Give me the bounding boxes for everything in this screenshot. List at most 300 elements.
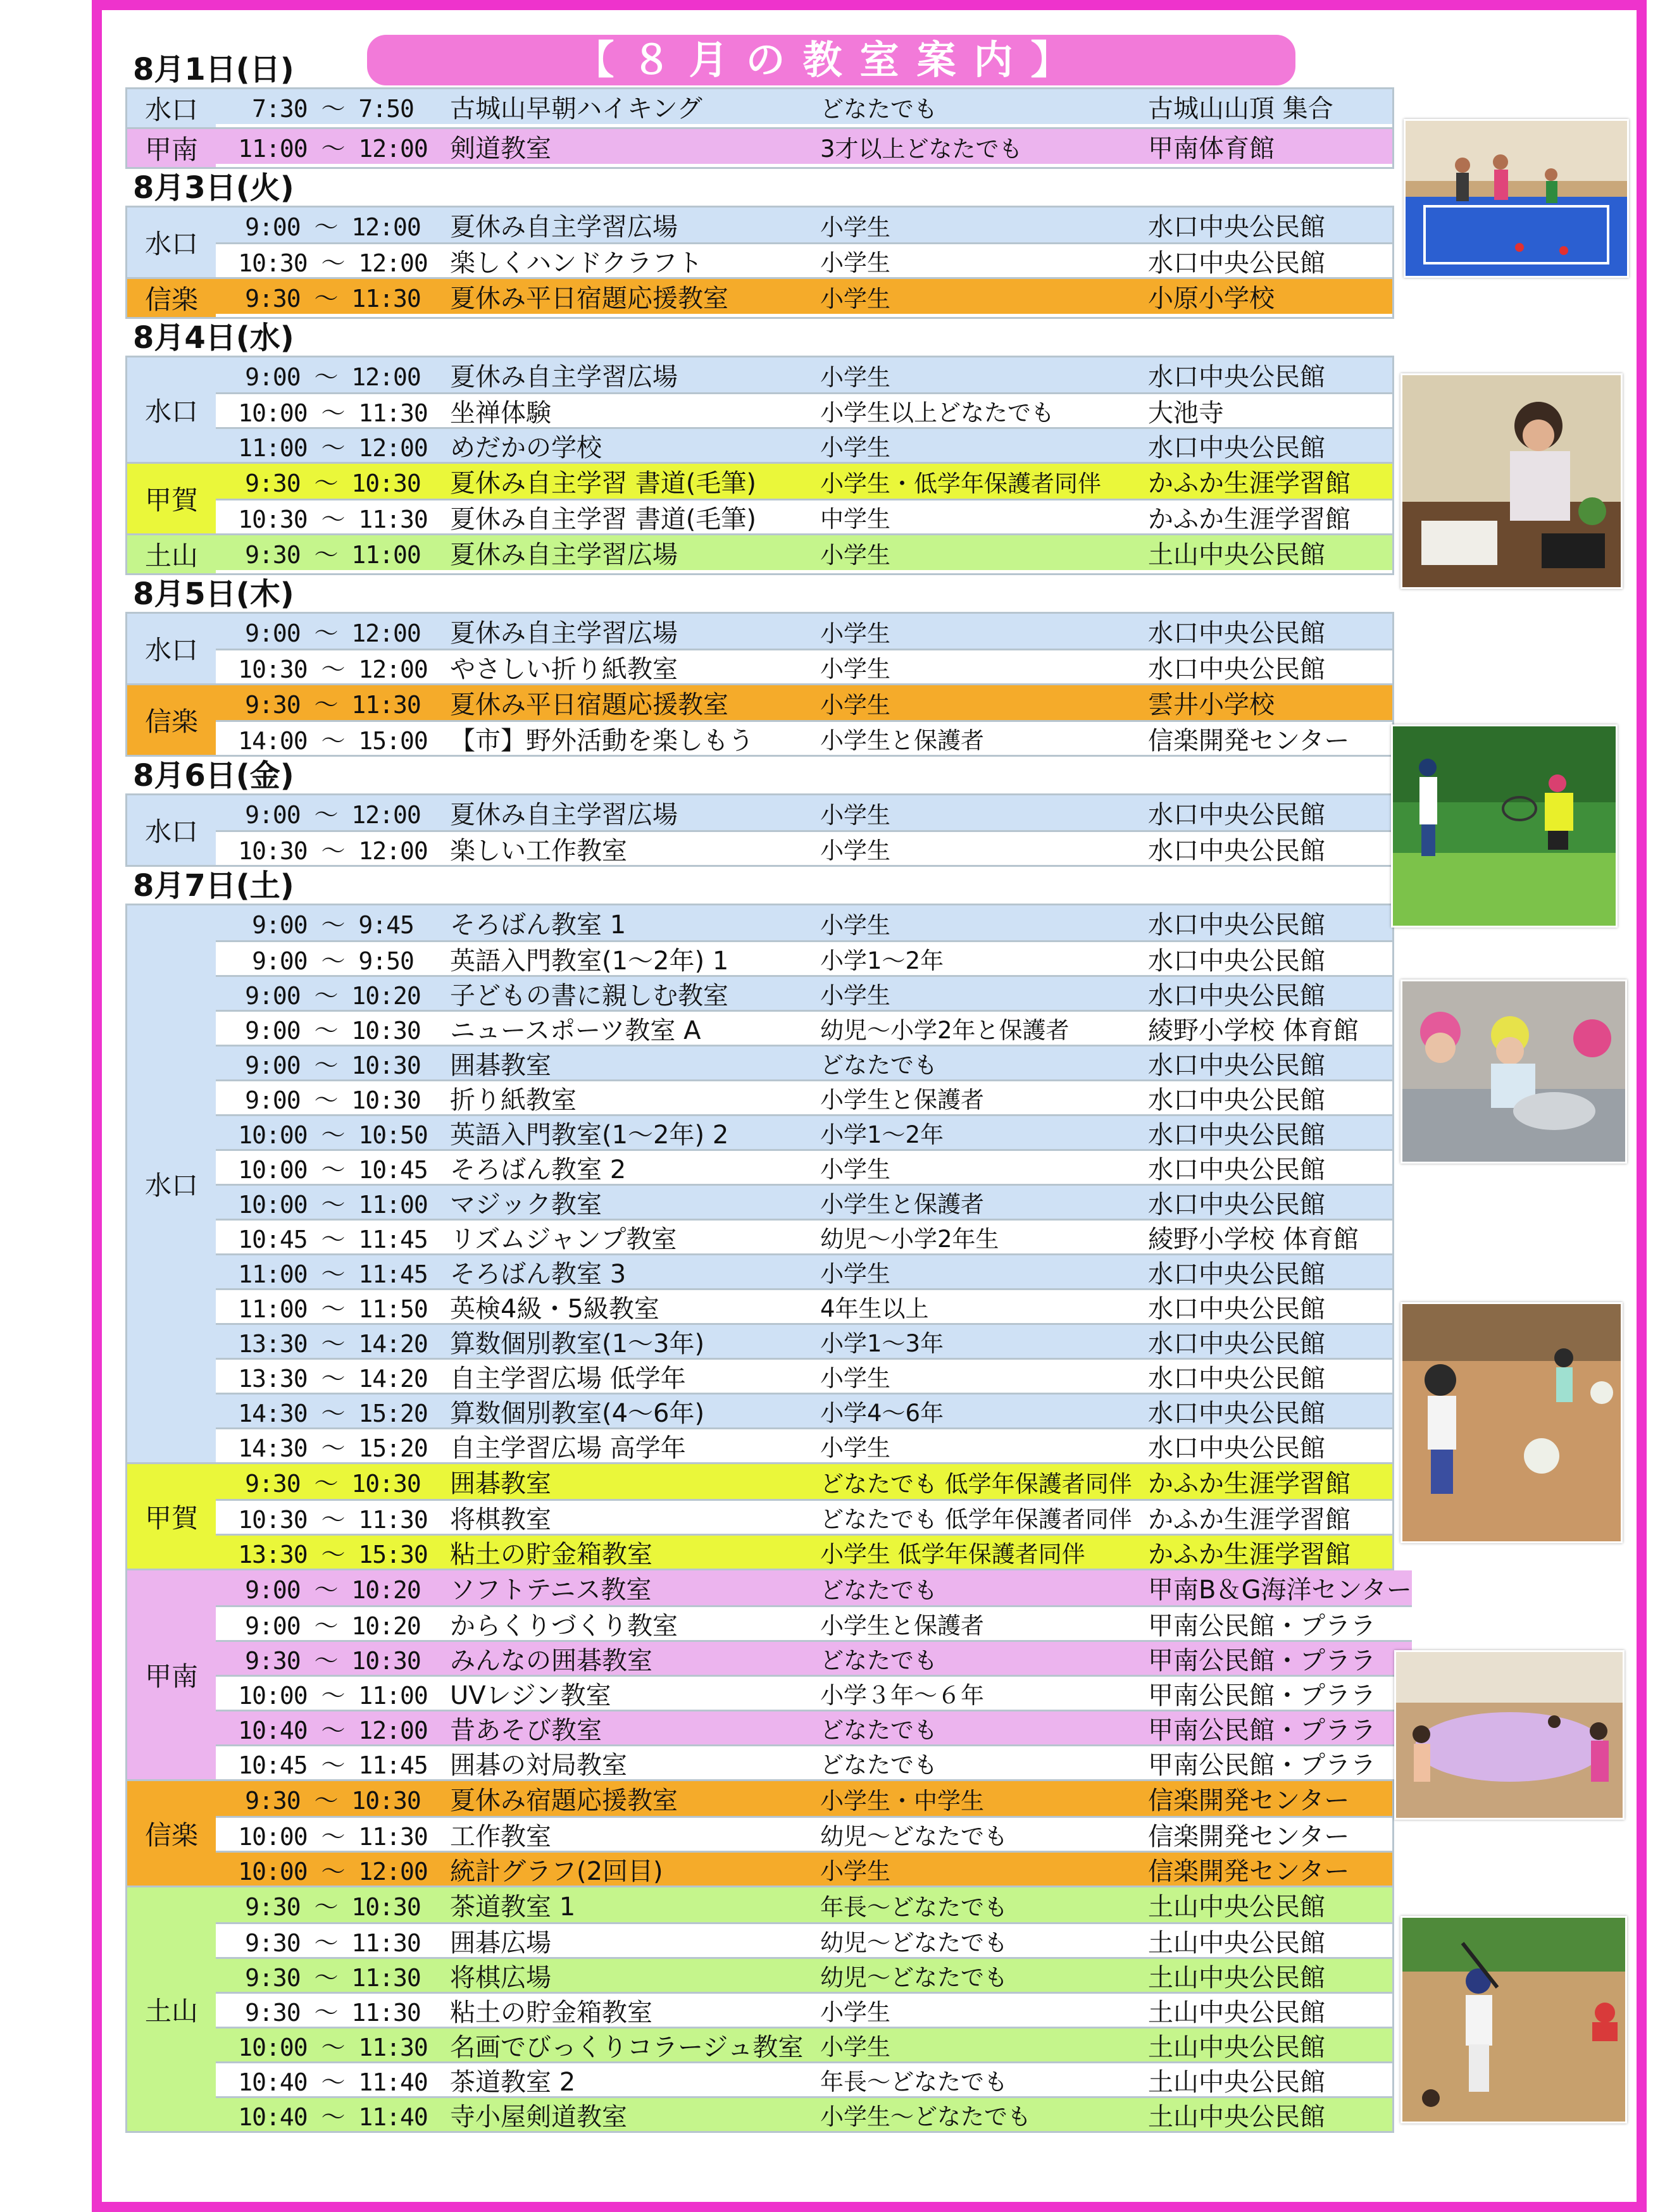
area-group	[125, 206, 1394, 279]
table-row	[216, 1045, 1392, 1079]
table-row	[216, 1358, 1392, 1393]
row-class-name: 英語入門教室(1～2年) 2	[450, 1120, 729, 1150]
row-venue: 古城山山頂 集合	[1148, 94, 1333, 123]
table-row	[216, 208, 1392, 242]
table-row	[216, 1219, 1392, 1253]
row-target: 小学生	[820, 911, 890, 939]
row-class-name: 将棋広場	[450, 1963, 551, 1992]
row-time: 9:30 ～ 11:30	[245, 691, 421, 719]
area-label: 水口	[127, 614, 216, 683]
row-target: 小学生	[820, 1156, 890, 1183]
table-row	[216, 795, 1392, 830]
area-group	[125, 904, 1394, 1464]
table-row	[216, 649, 1392, 683]
row-target: 小学生	[820, 2034, 890, 2061]
row-venue: かふか生涯学習館	[1148, 1539, 1350, 1569]
area-label: 信楽	[127, 1781, 216, 1886]
row-target: 小学生と保護者	[820, 727, 984, 754]
row-venue: 土山中央公民館	[1148, 1892, 1325, 1922]
table-row	[216, 940, 1392, 975]
table-row	[216, 1010, 1392, 1045]
row-venue: 水口中央公民館	[1148, 363, 1325, 392]
row-venue: 土山中央公民館	[1148, 1963, 1325, 1992]
table-row	[216, 614, 1392, 649]
row-class-name: 工作教室	[450, 1822, 551, 1851]
row-time: 9:30 ～ 10:30	[245, 1893, 421, 1921]
table-row	[216, 1288, 1392, 1323]
area-label: 水口	[127, 357, 216, 462]
row-target: 小学生と保護者	[820, 1086, 984, 1114]
row-class-name: 夏休み宿題応援教室	[450, 1786, 678, 1815]
row-target: 小学生以上どなたでも	[820, 399, 1054, 426]
row-target: 小学生・低学年保護者同伴	[820, 469, 1101, 497]
row-time: 7:30 ～ 7:50	[252, 95, 414, 123]
row-class-name: 夏休み自主学習広場	[450, 363, 678, 392]
row-time: 10:00 ～ 11:30	[238, 2033, 428, 2061]
row-class-name: 楽しい工作教室	[450, 836, 627, 866]
row-class-name: 粘土の貯金箱教室	[450, 1539, 652, 1569]
row-venue: かふか生涯学習館	[1148, 1469, 1350, 1498]
row-time: 9:00 ～ 10:20	[245, 981, 421, 1010]
row-target: 幼児～どなたでも	[820, 1823, 1007, 1850]
row-target: 年長～どなたでも	[820, 1893, 1007, 1921]
row-target: 小学生	[820, 285, 890, 313]
area-label: 水口	[127, 905, 216, 1462]
row-time: 9:00 ～ 9:45	[252, 911, 414, 939]
row-target: どなたでも	[820, 1052, 937, 1079]
row-time: 9:30 ～ 10:30	[245, 1787, 421, 1815]
row-time: 10:30 ～ 11:30	[238, 1505, 428, 1534]
table-row	[216, 1957, 1392, 1992]
row-time: 11:00 ～ 12:00	[238, 135, 428, 163]
row-venue: 水口中央公民館	[1148, 1329, 1325, 1358]
row-venue: 水口中央公民館	[1148, 248, 1325, 278]
row-venue: 甲南公民館・プララ	[1148, 1646, 1376, 1675]
table-row	[216, 1323, 1392, 1358]
row-time: 10:00 ～ 11:30	[238, 399, 428, 427]
row-class-name: 統計グラフ(2回目)	[450, 1856, 663, 1886]
area-label: 信楽	[127, 685, 216, 755]
table-row	[216, 1079, 1392, 1114]
table-row	[216, 1781, 1392, 1816]
row-target: 小学生	[820, 656, 890, 683]
table-row	[216, 1710, 1412, 1744]
row-time: 9:30 ～ 11:30	[245, 1963, 421, 1992]
row-class-name: 昔あそび教室	[450, 1715, 602, 1745]
table-row	[216, 2061, 1392, 2096]
row-time: 10:45 ～ 11:45	[238, 1751, 428, 1779]
page-title: 【８月の教室案内】	[367, 35, 1295, 85]
day-date: 8月1日(日)	[133, 52, 294, 87]
row-target: 小学生	[820, 363, 890, 391]
area-label: 甲南	[127, 129, 216, 167]
row-venue: 水口中央公民館	[1148, 836, 1325, 866]
row-target: 小学生	[820, 1365, 890, 1392]
row-time: 10:40 ～ 11:40	[238, 2103, 428, 2131]
row-class-name: 自主学習広場 高学年	[450, 1433, 686, 1463]
row-venue: 水口中央公民館	[1148, 946, 1325, 976]
table-row	[216, 357, 1392, 392]
table-row	[216, 685, 1392, 720]
row-time: 9:00 ～ 12:00	[245, 801, 421, 829]
row-venue: かふか生涯学習館	[1148, 504, 1350, 534]
row-time: 10:00 ～ 10:50	[238, 1121, 428, 1149]
row-venue: 土山中央公民館	[1148, 1928, 1325, 1958]
row-venue: 水口中央公民館	[1148, 981, 1325, 1010]
row-venue: 土山中央公民館	[1148, 540, 1325, 569]
row-venue: 水口中央公民館	[1148, 1050, 1325, 1080]
table-row	[216, 499, 1392, 533]
row-venue: 水口中央公民館	[1148, 1398, 1325, 1428]
row-class-name: 【市】野外活動を楽しもう	[450, 726, 754, 755]
area-group	[125, 129, 1394, 169]
area-label: 甲賀	[127, 1464, 216, 1569]
row-class-name: そろばん教室 2	[450, 1155, 627, 1184]
area-label: 水口	[127, 89, 216, 127]
row-venue: 信楽開発センター	[1148, 1822, 1350, 1851]
row-class-name: UVレジン教室	[450, 1681, 611, 1710]
row-class-name: 子どもの書に親しむ教室	[450, 981, 728, 1010]
schedule-table	[125, 51, 1412, 2133]
row-time: 10:40 ～ 11:40	[238, 2068, 428, 2096]
row-venue: 甲南体育館	[1148, 134, 1275, 163]
row-venue: 水口中央公民館	[1148, 1294, 1325, 1324]
area-label: 土山	[127, 535, 216, 573]
row-time: 9:00 ～ 9:50	[252, 947, 414, 975]
row-time: 10:00 ～ 11:00	[238, 1681, 428, 1710]
row-class-name: 楽しくハンドクラフト	[450, 248, 703, 278]
row-class-name: 囲碁広場	[450, 1928, 551, 1958]
row-venue: 信楽開発センター	[1148, 1786, 1350, 1815]
row-target: 小学生	[820, 541, 890, 569]
row-class-name: ソフトテニス教室	[450, 1575, 652, 1605]
row-class-name: やさしい折り紙教室	[450, 654, 678, 684]
table-row	[216, 1992, 1392, 2027]
row-target: どなたでも 低学年保護者同伴	[820, 1470, 1132, 1498]
table-row	[216, 1464, 1392, 1499]
table-row	[216, 392, 1392, 427]
row-target: 小学生	[820, 213, 890, 241]
row-class-name: 夏休み平日宿題応援教室	[450, 690, 728, 719]
row-target: 小学生	[820, 434, 890, 461]
row-target: 小学生	[820, 1858, 890, 1885]
row-class-name: 自主学習広場 低学年	[450, 1364, 686, 1393]
photo-outdoor-tennis	[1391, 724, 1618, 928]
row-class-name: 夏休み自主学習広場	[450, 540, 678, 569]
row-venue: 水口中央公民館	[1148, 800, 1325, 830]
row-target: 小学生	[820, 837, 890, 864]
area-group	[125, 87, 1394, 129]
row-target: 小学生～どなたでも	[820, 2103, 1031, 2130]
row-time: 14:30 ～ 15:20	[238, 1434, 428, 1462]
photo-gym-game	[1404, 119, 1629, 278]
row-target: 小学生	[820, 619, 890, 647]
row-venue: 信楽開発センター	[1148, 726, 1350, 755]
row-class-name: 将棋教室	[450, 1505, 551, 1534]
area-label: 土山	[127, 1887, 216, 2131]
row-target: どなたでも	[820, 1717, 937, 1744]
photo-calligraphy	[1400, 373, 1623, 589]
area-group	[125, 279, 1394, 319]
row-class-name: 剣道教室	[450, 134, 551, 163]
row-time: 9:30 ～ 10:30	[245, 1646, 421, 1675]
row-target: どなたでも	[820, 1647, 937, 1674]
row-time: 10:00 ～ 11:30	[238, 1822, 428, 1851]
photo-cooking	[1400, 979, 1627, 1164]
table-row	[216, 129, 1392, 164]
row-venue: 水口中央公民館	[1148, 213, 1325, 242]
day-date: 8月4日(水)	[133, 320, 294, 356]
table-row	[216, 1393, 1392, 1427]
row-venue: 甲南公民館・プララ	[1148, 1715, 1376, 1745]
row-venue: かふか生涯学習館	[1148, 1505, 1350, 1534]
row-class-name: 夏休み自主学習広場	[450, 213, 678, 242]
row-time: 9:30 ～ 10:30	[245, 469, 421, 497]
table-row	[216, 464, 1392, 499]
row-venue: 水口中央公民館	[1148, 1155, 1325, 1184]
table-row	[216, 1816, 1392, 1851]
row-target: 幼児～どなたでも	[820, 1964, 1007, 1991]
row-time: 9:00 ～ 10:30	[245, 1016, 421, 1045]
row-class-name: そろばん教室 3	[450, 1259, 627, 1289]
row-target: 小学生と保護者	[820, 1191, 984, 1218]
area-group	[125, 464, 1394, 535]
row-venue: 甲南公民館・プララ	[1148, 1681, 1376, 1710]
row-time: 10:30 ～ 11:30	[238, 505, 428, 533]
table-row	[216, 279, 1392, 314]
row-venue: 小原小学校	[1148, 284, 1275, 313]
row-time: 10:40 ～ 12:00	[238, 1716, 428, 1744]
row-target: 小学生	[820, 1999, 890, 2026]
table-row	[216, 1570, 1412, 1605]
table-row	[216, 1851, 1392, 1886]
row-venue: 土山中央公民館	[1148, 2032, 1325, 2062]
row-class-name: リズムジャンプ教室	[450, 1224, 677, 1254]
area-group	[125, 793, 1394, 867]
row-time: 10:00 ～ 11:00	[238, 1190, 428, 1219]
table-row	[216, 242, 1392, 277]
row-class-name: からくりづくり教室	[450, 1611, 678, 1641]
row-venue: 信楽開発センター	[1148, 1856, 1350, 1886]
row-venue: 甲南B＆G海洋センター	[1148, 1575, 1412, 1605]
row-target: 中学生	[820, 506, 890, 533]
row-venue: 水口中央公民館	[1148, 1364, 1325, 1393]
day-heading	[125, 51, 1394, 87]
day-date: 8月3日(火)	[133, 170, 294, 206]
row-time: 9:00 ～ 12:00	[245, 619, 421, 647]
row-target: どなたでも	[820, 95, 937, 123]
row-time: 9:00 ～ 10:30	[245, 1051, 421, 1079]
row-time: 10:45 ～ 11:45	[238, 1225, 428, 1253]
row-venue: 甲南公民館・プララ	[1148, 1611, 1376, 1641]
photo-parachute	[1394, 1650, 1625, 1820]
row-venue: 水口中央公民館	[1148, 654, 1325, 684]
day-heading	[125, 867, 1394, 904]
area-label: 水口	[127, 208, 216, 277]
row-time: 9:30 ～ 11:30	[245, 1929, 421, 1957]
row-venue: 綾野小学校 体育館	[1148, 1016, 1359, 1045]
row-venue: 水口中央公民館	[1148, 1120, 1325, 1150]
area-group	[125, 1464, 1394, 1570]
row-target: 小学生	[820, 691, 890, 719]
table-row	[216, 1427, 1392, 1462]
table-row	[216, 1534, 1392, 1569]
row-time: 9:00 ～ 12:00	[245, 363, 421, 391]
row-class-name: 英語入門教室(1～2年) 1	[450, 946, 729, 976]
area-label: 信楽	[127, 279, 216, 317]
row-class-name: 折り紙教室	[450, 1085, 577, 1115]
area-label: 甲南	[127, 1570, 216, 1779]
row-time: 9:30 ～ 11:30	[245, 285, 421, 313]
row-time: 13:30 ～ 14:20	[238, 1329, 428, 1358]
row-class-name: めだかの学校	[450, 433, 602, 463]
row-venue: 雲井小学校	[1148, 690, 1275, 719]
row-class-name: 英検4級・5級教室	[450, 1294, 659, 1324]
area-group	[125, 685, 1394, 757]
row-time: 13:30 ～ 15:30	[238, 1540, 428, 1569]
row-time: 9:30 ～ 11:00	[245, 541, 421, 569]
row-class-name: 囲碁教室	[450, 1050, 551, 1080]
table-row	[216, 1605, 1412, 1640]
row-target: 年長～どなたでも	[820, 2068, 1007, 2096]
row-target: 小学4～6年	[820, 1400, 944, 1427]
table-row	[216, 1640, 1412, 1675]
row-class-name: 茶道教室 2	[450, 2067, 576, 2097]
row-time: 10:00 ～ 10:45	[238, 1155, 428, 1184]
table-row	[216, 1887, 1392, 1922]
row-target: 小学1～2年	[820, 947, 944, 974]
row-time: 10:30 ～ 12:00	[238, 836, 428, 865]
table-row	[216, 1744, 1412, 1779]
row-venue: 大池寺	[1148, 398, 1224, 428]
row-class-name: 粘土の貯金箱教室	[450, 1998, 652, 2027]
area-label: 水口	[127, 795, 216, 865]
row-target: どなたでも	[820, 1576, 937, 1604]
row-target: 幼児～どなたでも	[820, 1929, 1007, 1956]
table-row	[216, 975, 1392, 1010]
row-class-name: マジック教室	[450, 1190, 602, 1219]
row-class-name: みんなの囲碁教室	[450, 1646, 652, 1675]
day-date: 8月7日(土)	[133, 868, 294, 904]
row-class-name: 名画でびっくりコラージュ教室	[450, 2032, 804, 2062]
area-group	[125, 1570, 1412, 1781]
row-target: どなたでも 低学年保護者同伴	[820, 1506, 1132, 1533]
area-group	[125, 1781, 1394, 1887]
day-date: 8月6日(金)	[133, 758, 294, 793]
row-time: 11:00 ～ 11:50	[238, 1295, 428, 1323]
row-venue: 土山中央公民館	[1148, 1998, 1325, 2027]
table-row	[216, 720, 1392, 755]
row-target: 小学1～3年	[820, 1330, 944, 1357]
row-time: 9:30 ～ 11:30	[245, 1998, 421, 2027]
table-row	[216, 535, 1392, 570]
row-venue: 水口中央公民館	[1148, 433, 1325, 463]
row-target: 幼児～小学2年と保護者	[820, 1017, 1070, 1044]
area-group	[125, 1887, 1394, 2133]
table-row	[216, 1253, 1392, 1288]
row-time: 10:30 ～ 12:00	[238, 655, 428, 683]
row-class-name: 夏休み自主学習広場	[450, 619, 678, 648]
row-time: 11:00 ～ 11:45	[238, 1260, 428, 1288]
row-target: 小学生と保護者	[820, 1612, 984, 1639]
row-class-name: 囲碁の対局教室	[450, 1750, 627, 1780]
photo-baseball	[1400, 1916, 1627, 2123]
table-row	[216, 830, 1392, 865]
row-venue: 水口中央公民館	[1148, 1085, 1325, 1115]
area-label: 甲賀	[127, 464, 216, 533]
row-venue: 甲南公民館・プララ	[1148, 1750, 1376, 1780]
row-target: 小学生	[820, 801, 890, 829]
row-class-name: 夏休み自主学習 書道(毛筆)	[450, 469, 756, 498]
row-class-name: 夏休み自主学習 書道(毛筆)	[450, 504, 756, 534]
row-time: 9:00 ～ 10:20	[245, 1576, 421, 1604]
area-group	[125, 535, 1394, 575]
row-time: 9:30 ～ 10:30	[245, 1470, 421, 1498]
row-target: 小学生 低学年保護者同伴	[820, 1541, 1085, 1568]
row-class-name: そろばん教室 1	[450, 910, 627, 940]
row-target: 小学生	[820, 249, 890, 276]
row-target: 4年生以上	[820, 1295, 929, 1322]
row-venue: 水口中央公民館	[1148, 619, 1325, 648]
row-target: 小学生	[820, 1260, 890, 1288]
row-target: 3才以上どなたでも	[820, 135, 1023, 163]
row-time: 11:00 ～ 12:00	[238, 433, 428, 462]
day-heading	[125, 757, 1394, 793]
table-row	[216, 1499, 1392, 1534]
row-time: 13:30 ～ 14:20	[238, 1364, 428, 1393]
table-row	[216, 1149, 1392, 1184]
row-venue: 水口中央公民館	[1148, 1433, 1325, 1463]
row-class-name: ニュースポーツ教室 A	[450, 1016, 701, 1045]
row-venue: 水口中央公民館	[1148, 1190, 1325, 1219]
day-date: 8月5日(木)	[133, 576, 294, 612]
row-venue: かふか生涯学習館	[1148, 469, 1350, 498]
row-time: 10:30 ～ 12:00	[238, 249, 428, 277]
row-time: 9:00 ～ 12:00	[245, 213, 421, 241]
row-venue: 水口中央公民館	[1148, 910, 1325, 940]
table-row	[216, 427, 1392, 462]
row-class-name: 夏休み平日宿題応援教室	[450, 284, 728, 313]
table-row	[216, 1675, 1412, 1710]
row-venue: 土山中央公民館	[1148, 2102, 1325, 2132]
row-class-name: 古城山早朝ハイキング	[450, 94, 702, 123]
table-row	[216, 1114, 1392, 1149]
row-target: 小学1～2年	[820, 1121, 944, 1148]
row-time: 9:00 ～ 10:30	[245, 1086, 421, 1114]
row-class-name: 囲碁教室	[450, 1469, 551, 1498]
photo-indoor-ball	[1400, 1302, 1623, 1543]
row-target: 小学生	[820, 1434, 890, 1462]
row-class-name: 夏休み自主学習広場	[450, 800, 678, 830]
row-target: 幼児～小学2年生	[820, 1226, 999, 1253]
day-heading	[125, 575, 1394, 612]
row-time: 10:00 ～ 12:00	[238, 1857, 428, 1886]
table-row	[216, 89, 1392, 124]
row-time: 14:30 ～ 15:20	[238, 1399, 428, 1427]
day-heading	[125, 319, 1394, 356]
row-venue: 水口中央公民館	[1148, 1259, 1325, 1289]
row-class-name: 寺小屋剣道教室	[450, 2102, 627, 2132]
row-target: どなたでも	[820, 1751, 937, 1779]
area-group	[125, 356, 1394, 464]
row-class-name: 坐禅体験	[450, 398, 551, 428]
row-target: 小学３年～６年	[820, 1682, 984, 1709]
table-row	[216, 1922, 1392, 1957]
row-venue: 綾野小学校 体育館	[1148, 1224, 1359, 1254]
row-target: 小学生・中学生	[820, 1787, 984, 1815]
table-row	[216, 1184, 1392, 1219]
table-row	[216, 2096, 1392, 2131]
